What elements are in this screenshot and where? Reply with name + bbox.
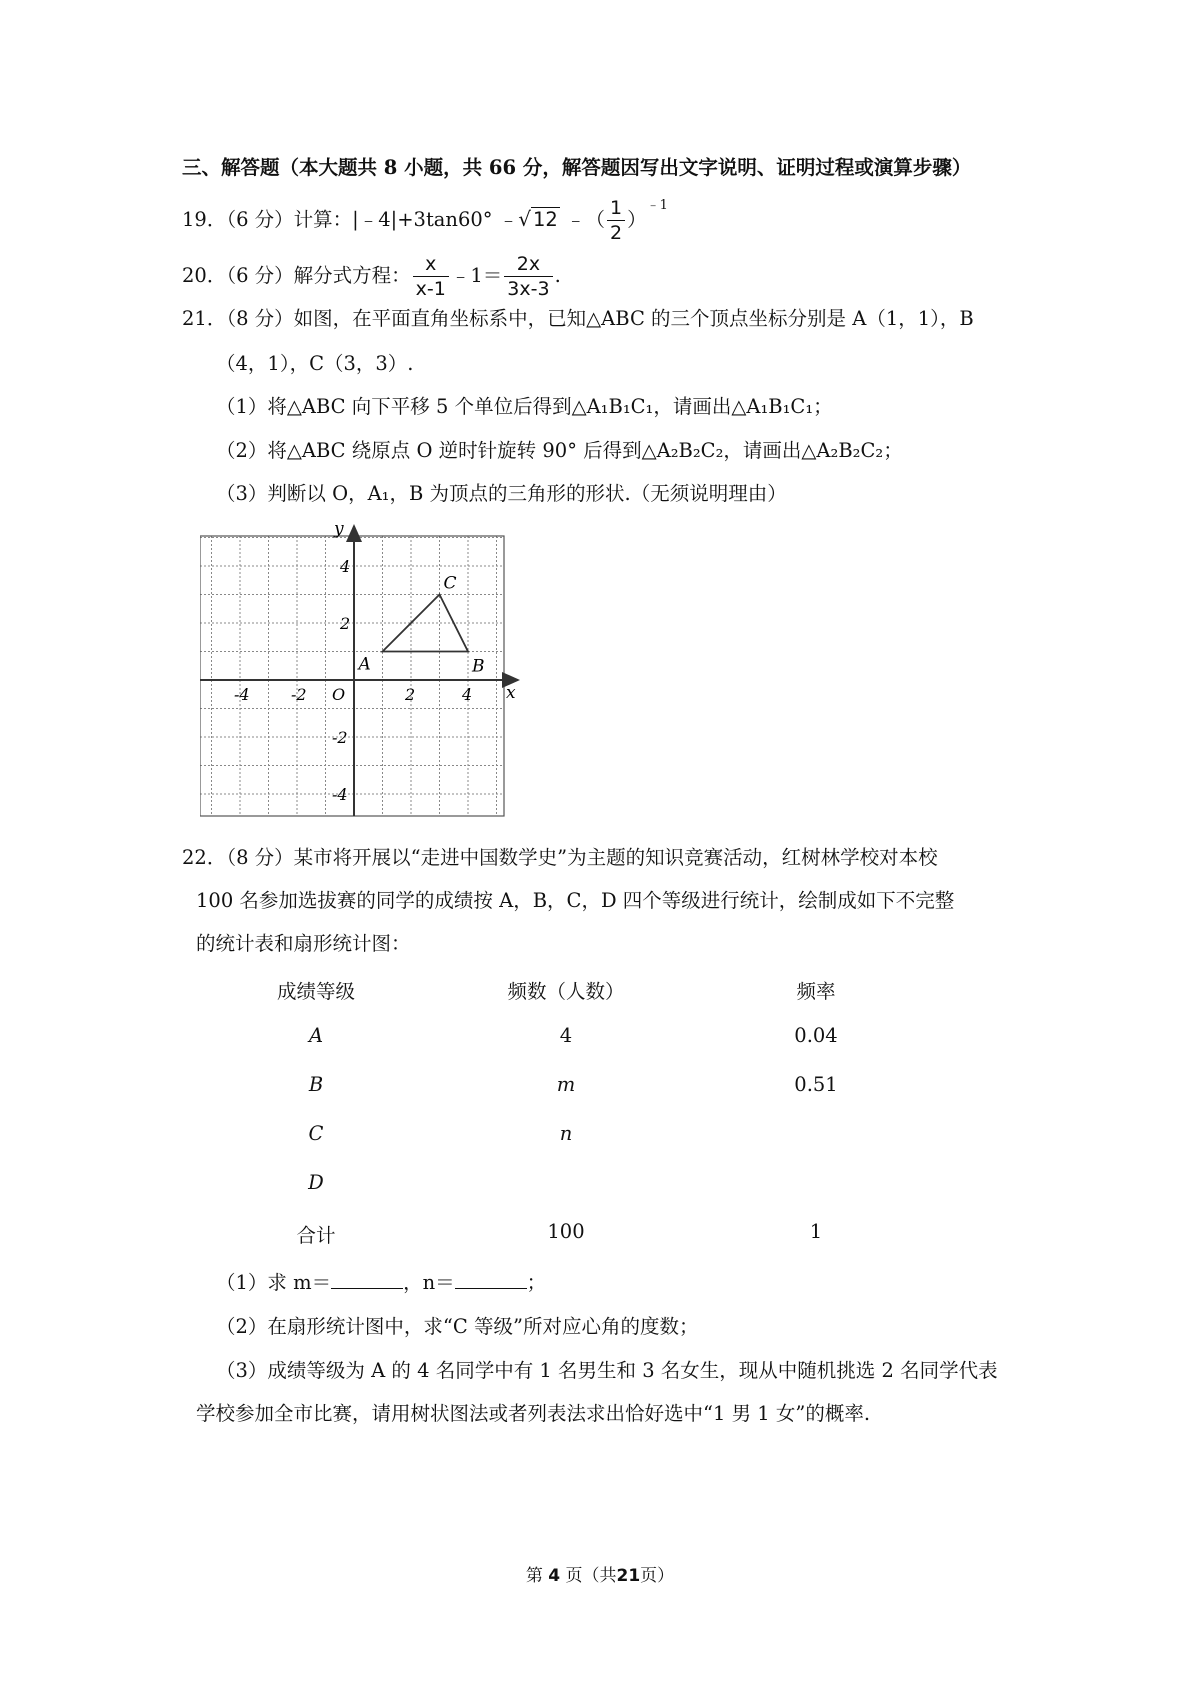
y-tick-label: 2 <box>340 614 351 633</box>
table-header-grade: 成绩等级 <box>276 980 355 1003</box>
q20-frac1-num: x <box>413 252 449 277</box>
table-header-rate: 频率 <box>796 980 836 1003</box>
table-cell: C <box>308 1122 324 1145</box>
footer-mid: 页（共 <box>565 1566 617 1586</box>
q20-fraction-2 <box>504 252 552 301</box>
q20-fraction-1 <box>413 252 449 301</box>
q20-frac2-num: 2x <box>504 252 552 277</box>
q21-part2: （2）将△ABC 绕原点 O 逆时针旋转 90° 后得到△A₂B₂C₂，请画出△A₂B₂C₂； <box>216 439 903 462</box>
table-cell: 0.51 <box>794 1073 838 1096</box>
table-cell: 1 <box>809 1220 823 1243</box>
grid-border <box>200 536 504 816</box>
q20-frac1-den: x-1 <box>415 278 446 300</box>
point-label-c: C <box>443 573 457 594</box>
q20-mid: ﹣1＝ <box>450 264 503 287</box>
table-cell: D <box>308 1171 324 1194</box>
sqrt-symbol: √ <box>518 207 531 231</box>
section-title: 三、解答题（本大题共 8 小题，共 66 分，解答题因写出文字说明、证明过程或演算步骤） <box>182 156 972 179</box>
q19-mid: ﹣（ <box>566 208 606 231</box>
x-tick-label: -4 <box>234 685 250 704</box>
q19-exp: ﹣1 <box>646 197 668 213</box>
q22-part1-a: （1）求 m＝ <box>216 1271 332 1294</box>
q22-line3: 的统计表和扇形统计图： <box>196 932 411 955</box>
q19-close: ） <box>627 208 647 231</box>
q22-line2: 100 名参加选拔赛的同学的成绩按 A，B，C，D 四个等级进行统计，绘制成如下不完整 <box>196 889 955 912</box>
answer-blank-m[interactable] <box>331 1268 403 1289</box>
page-footer <box>0 1561 1200 1586</box>
q22-part1 <box>216 1268 546 1297</box>
answer-blank-n[interactable] <box>455 1268 527 1289</box>
q22-part2: （2）在扇形统计图中，求“C 等级”所对应心角的度数； <box>216 1315 699 1338</box>
coordinate-figure <box>200 520 560 830</box>
grid-lines <box>200 536 504 816</box>
q20-prefix: 20．（6 分）解分式方程： <box>182 264 411 287</box>
q22-part3-line1: （3）成绩等级为 A 的 4 名同学中有 1 名男生和 3 名女生，现从中随机挑选 2 名同学代表 <box>216 1359 998 1382</box>
q19-fraction <box>607 196 625 245</box>
q22-line1: 22．（8 分）某市将开展以“走进中国数学史”为主题的知识竞赛活动，红树林学校对本校 <box>182 846 938 869</box>
point-labels <box>357 574 485 677</box>
q22-part3-line2: 学校参加全市比赛，请用树状图法或者列表法求出恰好选中“1 男 1 女”的概率. <box>196 1402 871 1425</box>
footer-pre: 第 <box>525 1566 543 1586</box>
point-label-a: A <box>358 654 371 675</box>
question-20 <box>182 252 561 301</box>
footer-post: 页） <box>640 1566 675 1586</box>
point-label-b: B <box>472 656 485 677</box>
table-cell: 100 <box>547 1220 585 1243</box>
y-tick-label: 4 <box>340 557 351 576</box>
q19-frac-den: 2 <box>610 222 623 244</box>
table-cell: 0.04 <box>794 1024 838 1047</box>
q19-sqrt: 12 <box>533 208 558 231</box>
footer-page-number: 4 <box>548 1566 561 1586</box>
q20-end: . <box>554 264 561 287</box>
x-axis-label: x <box>506 683 516 703</box>
q21-part3: （3）判断以 O，A₁，B 为顶点的三角形的形状.（无须说明理由） <box>216 482 787 505</box>
table-cell: n <box>559 1122 573 1145</box>
q22-part1-b: ，n＝ <box>403 1271 455 1294</box>
q21-line1: 21．（8 分）如图，在平面直角坐标系中，已知△ABC 的三个顶点坐标分别是 A（1，1），B <box>182 307 974 330</box>
q20-frac2-den: 3x-3 <box>507 278 550 300</box>
x-tick-label: -2 <box>291 685 307 704</box>
table-cell: 合计 <box>296 1224 336 1247</box>
x-tick-label: 2 <box>405 685 416 704</box>
y-tick-label: -4 <box>332 785 348 804</box>
origin-label: O <box>332 685 346 704</box>
table-cell: m <box>556 1073 576 1096</box>
q21-part1: （1）将△ABC 向下平移 5 个单位后得到△A₁B₁C₁，请画出△A₁B₁C₁； <box>216 395 833 418</box>
q21-line2: （4，1），C（3，3）. <box>216 352 414 375</box>
question-19 <box>182 196 668 245</box>
x-tick-label: 4 <box>462 685 473 704</box>
y-tick-label: -2 <box>332 728 348 747</box>
table-cell: B <box>308 1073 324 1096</box>
q22-part1-c: ； <box>526 1271 547 1294</box>
table-header-frequency: 频数（人数） <box>507 980 625 1003</box>
y-axis-label: y <box>334 520 344 539</box>
q19-prefix: 19．（6 分）计算：|﹣4|+3tan60° ﹣ <box>182 208 519 231</box>
footer-total-pages: 21 <box>616 1566 641 1586</box>
table-cell: A <box>308 1024 324 1047</box>
table-cell: 4 <box>559 1024 573 1047</box>
q19-frac-num: 1 <box>607 196 625 221</box>
